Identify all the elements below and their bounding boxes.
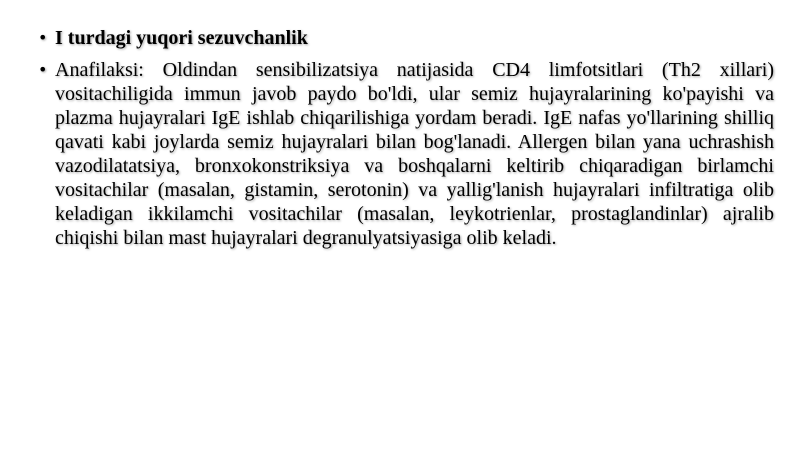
bullet-item-body (38, 58, 774, 250)
bullet-item-heading (38, 26, 774, 50)
bullet-icon: • (38, 60, 48, 79)
bullet-icon: • (38, 28, 48, 47)
body-paragraph: Anafilaksi: Oldindan sensibilizatsiya natijasida CD4 limfotsitlari (Th2 xillari) vositachiligida immun javob paydo bo'ldi, ular semiz hujayralarining ko'payishi va plazma hujayralari IgE ishlab chiqarilishiga yordam beradi. IgE nafas yo'llarining shilliq qavati kabi joylarda semiz hujayralari bilan bog'lanadi. Allergen bilan yana uchrashish vazodilatatsiya, bronxokonstriksiya va boshqalarni keltirib chiqaradigan birlamchi vositachilar (masalan, gistamin, serotonin) va yallig'lanish hujayralari infiltratiga olib keladigan ikkilamchi vositachilar (masalan, leykotrienlar, prostaglandinlar) ajralib chiqishi bilan mast hujayralari degranulyatsiyasiga olib keladi. (55, 59, 774, 249)
slide-heading: I turdagi yuqori sezuvchanlik (55, 27, 308, 49)
bullet-list (38, 26, 774, 258)
